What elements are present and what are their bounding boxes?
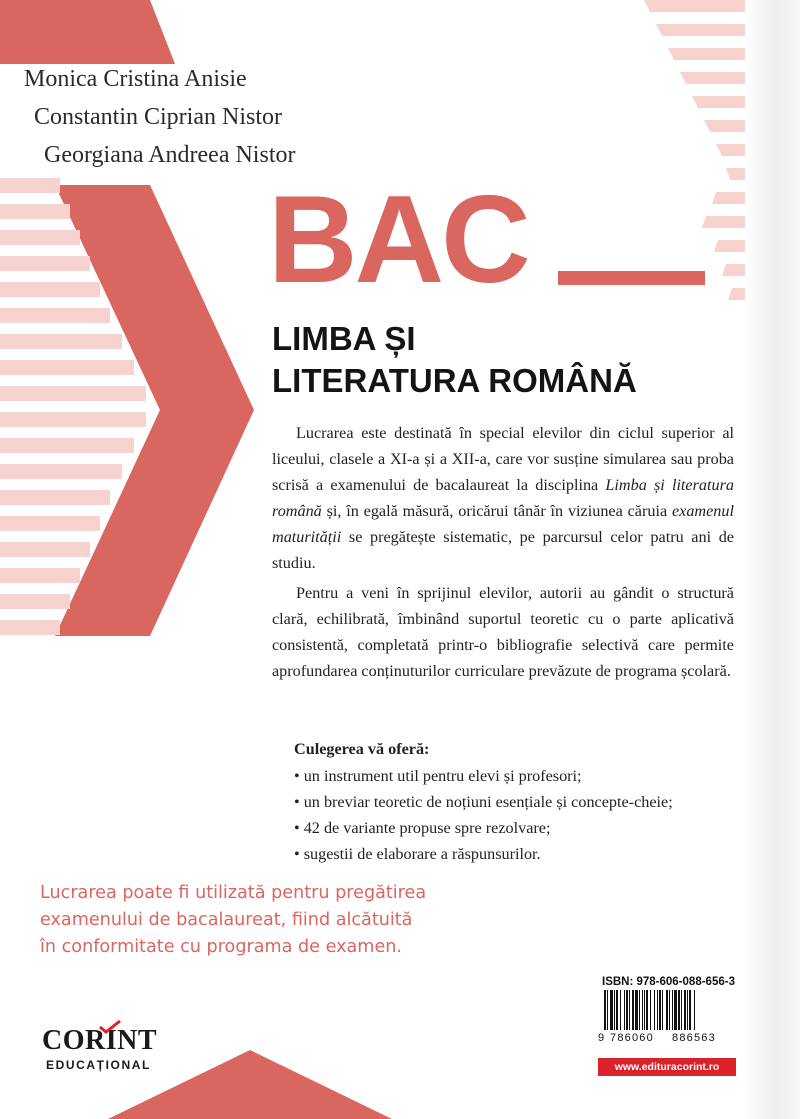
publisher-imprint: EDUCAȚIONAL xyxy=(46,1058,151,1072)
ean-first-digit: 9 xyxy=(598,1032,606,1044)
offer-item: • sugestii de elaborare a răspunsurilor. xyxy=(294,845,541,863)
ean-group: 886563 xyxy=(672,1032,716,1044)
author-name: Georgiana Andreea Nistor xyxy=(44,142,296,168)
ean-group: 786060 xyxy=(610,1032,654,1044)
top-band xyxy=(0,0,175,64)
promo-line: Lucrarea poate fi utilizată pentru pregătirea xyxy=(40,883,427,903)
book-title: BAC xyxy=(268,171,528,309)
offer-list xyxy=(294,735,673,867)
subject-heading xyxy=(272,318,637,402)
description-paragraph: Pentru a veni în sprijinul elevilor, autorii au gândit o structură clară, echilibrată, îmbinând suportul teoretic cu o parte aplicativă consistentă, completată printr-o bibliografie selectivă care permite aprofundarea conținuturilor curriculare prevăzute de programa școlară. xyxy=(272,584,734,680)
description-paragraph: Lucrarea este destinată în special elevilor din ciclul superior al liceului, clasele a XI-a și a XII-a, care vor susține simularea sau proba scrisă a examenului de bacalaureat la disciplina Limba și literatura română și, în egală măsură, oricărui tânăr în viziunea căruia examenul maturității se pregătește sistematic, pe parcursul celor patru ani de studiu. xyxy=(272,424,734,572)
offer-item: • un instrument util pentru elevi și profesori; xyxy=(294,767,582,785)
isbn-number: ISBN: 978-606-088-656-3 xyxy=(602,976,735,988)
publisher-name: CORINT xyxy=(42,1025,158,1056)
offer-item: • un breviar teoretic de noțiuni esențiale și concepte-cheie; xyxy=(294,793,673,811)
promo-line: în conformitate cu programa de examen. xyxy=(40,937,403,957)
right-stripes xyxy=(644,0,745,300)
publisher-logo xyxy=(40,1020,158,1080)
description xyxy=(272,420,734,684)
promo-line: examenului de bacalaureat, fiind alcătuită xyxy=(40,910,413,930)
author-name: Constantin Ciprian Nistor xyxy=(34,104,282,130)
publisher-website[interactable]: www.edituracorint.ro xyxy=(598,1058,736,1076)
offer-heading: Culegerea vă oferă: xyxy=(294,740,430,758)
subject-line: LIMBA ȘI xyxy=(272,320,416,357)
author-name: Monica Cristina Anisie xyxy=(24,66,247,92)
emphasis: Limba și literatura română xyxy=(272,476,734,520)
emphasis: examenul maturității xyxy=(272,502,734,546)
title-underline xyxy=(558,271,705,285)
offer-item: • 42 de variante propuse spre rezolvare; xyxy=(294,819,551,837)
checkmark-icon xyxy=(98,1020,122,1034)
barcode xyxy=(602,990,732,1032)
left-chevron xyxy=(55,185,254,636)
subject-line: LITERATURA ROMÂNĂ xyxy=(272,362,637,399)
promo-text xyxy=(40,880,500,961)
isbn-block xyxy=(598,974,736,1078)
